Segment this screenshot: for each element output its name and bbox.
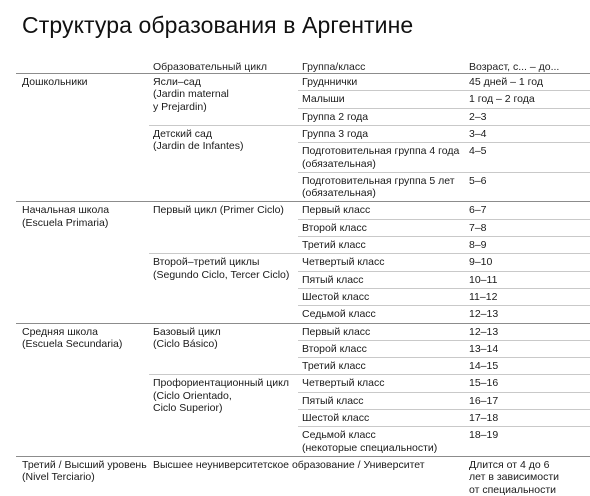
group-cell: Малыши xyxy=(302,93,345,106)
section-label: (Escuela Primaria) xyxy=(22,216,109,229)
age-cell: 18–19 xyxy=(469,429,499,442)
group-cell: Четвертый класс xyxy=(302,377,385,390)
cycle-label: (Ciclo Básico) xyxy=(153,337,218,350)
age-cell: 1 год – 2 года xyxy=(469,93,535,106)
group-cell: Первый класс xyxy=(302,325,371,338)
row-divider xyxy=(298,271,590,272)
cycle-label: (Jardin maternal xyxy=(153,88,229,101)
group-cell: Подготовительная группа 5 лет xyxy=(302,174,455,187)
header-age: Возраст, с... – до... xyxy=(469,61,560,73)
age-cell: 12–13 xyxy=(469,325,499,338)
group-cell: (обязательная) xyxy=(302,157,376,170)
group-cell: Второй класс xyxy=(302,342,367,355)
section-divider xyxy=(16,201,590,202)
section-label: Третий / Высший уровень xyxy=(22,458,147,471)
cycle-label: (Ciclo Orientado, xyxy=(153,389,232,402)
group-cell: Седьмой класс xyxy=(302,308,376,321)
age-cell: 17–18 xyxy=(469,412,499,424)
age-cell: 7–8 xyxy=(469,221,487,234)
cycle-label: Базовый цикл xyxy=(153,325,221,338)
cycle-label: Профориентационный цикл xyxy=(153,377,289,390)
row-divider xyxy=(298,392,590,393)
age-cell: 9–10 xyxy=(469,256,493,269)
group-cell: Пятый класс xyxy=(302,273,364,286)
age-cell: 15–16 xyxy=(469,377,499,390)
cycle-label: Ciclo Superior) xyxy=(153,402,223,414)
row-divider xyxy=(298,219,590,220)
cycle-label: Второй–третий циклы xyxy=(153,256,260,269)
age-cell: 14–15 xyxy=(469,360,499,373)
group-cell: (обязательная) xyxy=(302,187,376,200)
age-cell: 11–12 xyxy=(469,290,498,303)
cycle-label: (Segundo Ciclo, Tercer Ciclo) xyxy=(153,268,290,281)
section-divider xyxy=(16,73,590,74)
group-cell: Второй класс xyxy=(302,221,367,234)
row-divider xyxy=(298,340,590,341)
group-cell: Четвертый класс xyxy=(302,256,385,269)
row-divider xyxy=(298,288,590,289)
row-divider xyxy=(298,108,590,109)
group-cell: Подготовительная группа 4 года xyxy=(302,145,460,158)
age-cell: 10–11 xyxy=(469,273,498,286)
age-cell: 45 дней – 1 год xyxy=(469,76,543,88)
section-label: (Nivel Terciario) xyxy=(22,471,95,484)
age-cell: лет в зависимости xyxy=(469,471,560,484)
row-divider xyxy=(298,357,590,358)
age-cell: 4–5 xyxy=(469,145,487,158)
row-divider xyxy=(298,90,590,91)
group-cell: Группа 2 года xyxy=(302,110,369,123)
group-cell: Пятый класс xyxy=(302,394,364,407)
cycle-label: Высшее неуниверситетское образование / Университет xyxy=(153,458,425,471)
page-title: Структура образования в Аргентине xyxy=(22,12,414,38)
cycle-label: (Jardin de Infantes) xyxy=(153,140,244,153)
group-cell: Грудннички xyxy=(302,76,358,88)
section-label: Дошкольники xyxy=(22,76,88,88)
age-cell: 2–3 xyxy=(469,110,487,123)
section-label: Средняя школа xyxy=(22,325,98,338)
group-cell: (некоторые специальности) xyxy=(302,441,438,454)
group-cell: Шестой класс xyxy=(302,290,370,303)
age-cell: 6–7 xyxy=(469,204,487,217)
cycle-label: Ясли–сад xyxy=(153,76,201,88)
age-cell: 12–13 xyxy=(469,308,499,321)
group-cell: Шестой класс xyxy=(302,412,370,424)
age-cell: 5–6 xyxy=(469,174,487,187)
section-divider xyxy=(16,323,590,324)
cycle-divider xyxy=(149,374,590,375)
cycle-label: y Prejardin) xyxy=(153,100,207,113)
age-cell: Длится от 4 до 6 xyxy=(469,458,550,471)
group-cell: Группа 3 года xyxy=(302,127,369,140)
age-cell: от специальности xyxy=(469,483,556,496)
header-cycle: Образовательный цикл xyxy=(153,61,267,73)
cycle-divider xyxy=(149,253,590,254)
cycle-label: Детский сад xyxy=(153,127,213,140)
group-cell: Седьмой класс xyxy=(302,429,376,442)
section-label: (Escuela Secundaria) xyxy=(22,337,123,350)
age-cell: 3–4 xyxy=(469,127,487,140)
age-cell: 13–14 xyxy=(469,342,499,355)
row-divider xyxy=(298,236,590,237)
row-divider xyxy=(298,172,590,173)
row-divider xyxy=(298,142,590,143)
age-cell: 8–9 xyxy=(469,239,487,251)
group-cell: Первый класс xyxy=(302,204,371,217)
header-group: Группа/класс xyxy=(302,61,366,73)
group-cell: Третий класс xyxy=(302,360,366,373)
row-divider xyxy=(298,305,590,306)
age-cell: 16–17 xyxy=(469,394,499,407)
cycle-label: Первый цикл (Primer Ciclo) xyxy=(153,204,284,217)
row-divider xyxy=(298,426,590,427)
section-divider xyxy=(16,456,590,457)
cycle-divider xyxy=(149,125,590,126)
row-divider xyxy=(298,409,590,410)
section-label: Начальная школа xyxy=(22,204,110,217)
group-cell: Третий класс xyxy=(302,239,366,251)
